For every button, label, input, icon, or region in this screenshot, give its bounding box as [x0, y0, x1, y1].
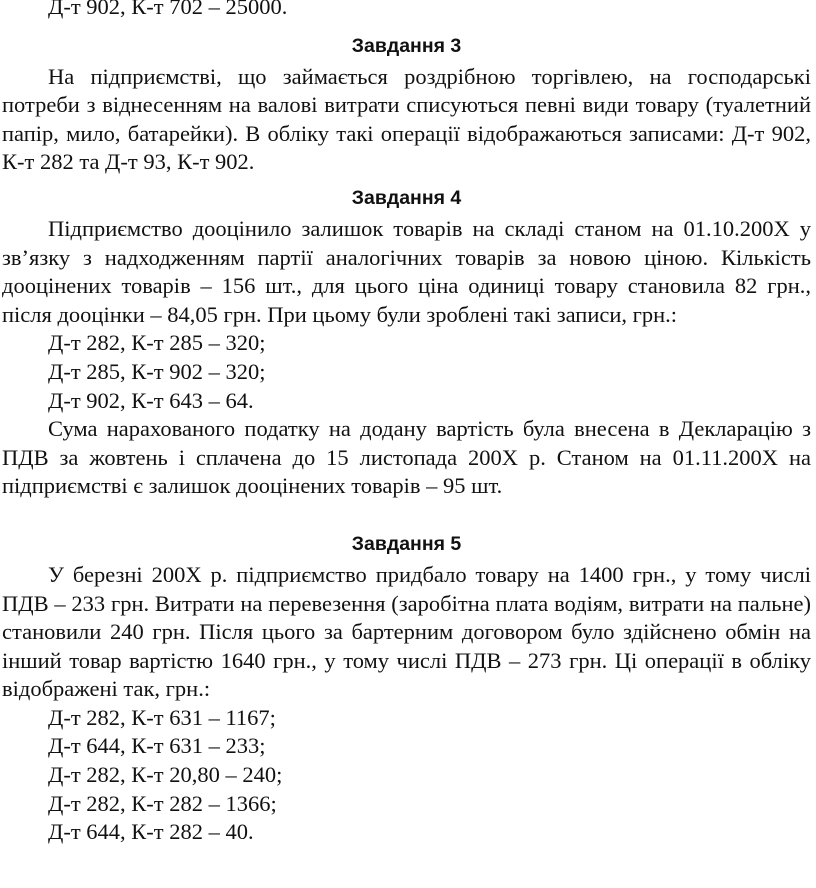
task5-paragraph: У березні 200Х р. підприємство придбало товару на 1400 грн., у тому числі ПДВ – 233 грн. Витрати на перевезення (заробітна плата водіям, витрати на пальне) становили 240 грн. Після цього за бартерним договором було здійснено обмін на інший товар вартістю 1640 грн., у тому числі ПДВ – 273 грн. Ці операції в обліку відображені так, грн.:	[2, 561, 811, 702]
task4-entry: Д-т 282, К-т 285 – 320;	[48, 330, 266, 356]
task5-entry: Д-т 282, К-т 631 – 1167;	[48, 704, 276, 730]
task5-entry: Д-т 282, К-т 20,80 – 240;	[48, 762, 283, 788]
task4-paragraph: Підприємство дооцінило залишок товарів на складі станом на 01.10.200Х у зв’язку з надходженням партії аналогічних товарів за новою ціною. Кількість дооцінених товарів – 156 шт., для цього ціна одиниці товару становила 82 грн., після дооцінки – 84,05 грн. При цьому були зроблені такі записи, грн.:	[2, 215, 811, 327]
intro-entry-line: Д-т 902, К-т 702 – 25000.	[48, 0, 288, 19]
task4-paragraph-2: Сума нарахованого податку на додану вартість була внесена в Декларацію з ПДВ за жовтень і сплачена до 15 листопада 200Х р. Станом на 01.11.200Х на підприємстві є залишок дооцінених товарів – 95 шт.	[2, 416, 811, 499]
task5-entry: Д-т 282, К-т 282 – 1366;	[48, 790, 277, 816]
task5-entry: Д-т 644, К-т 282 – 40.	[48, 819, 254, 845]
task3-paragraph: На підприємстві, що займається роздрібною торгівлею, на господарські потреби з віднесенням на валові витрати списуються певні види товару (туалетний папір, мило, батарейки). В обліку такі операції відображаються записами: Д-т 902, К-т 282 та Д-т 93, К-т 902.	[2, 63, 811, 175]
task5-heading: Завдання 5	[351, 532, 462, 555]
task4-entry: Д-т 902, К-т 643 – 64.	[48, 387, 254, 413]
task4-entry: Д-т 285, К-т 902 – 320;	[48, 358, 266, 384]
task3-heading: Завдання 3	[351, 34, 462, 57]
task4-heading: Завдання 4	[351, 186, 462, 209]
task5-entry: Д-т 644, К-т 631 – 233;	[48, 733, 266, 759]
